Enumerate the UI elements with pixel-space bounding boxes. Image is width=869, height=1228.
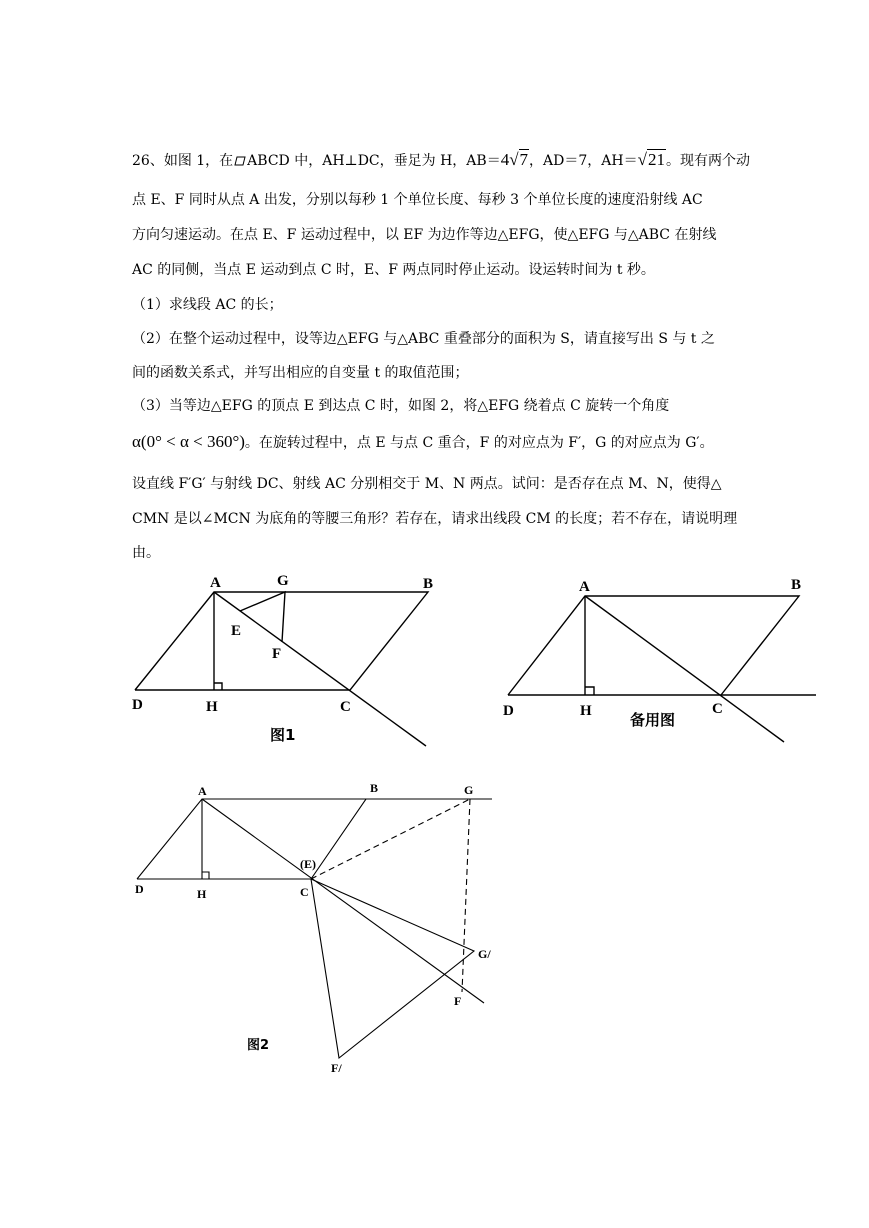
figure-1 <box>135 592 428 746</box>
question-2-line-1: （2）在整个运动过程中，设等边△EFG 与△ABC 重叠部分的面积为 S，请直接写出 S 与 t 之 <box>132 331 715 347</box>
label-B: B <box>370 781 379 795</box>
question-3-line-5: 由。 <box>132 545 160 561</box>
label-G: G <box>464 783 474 797</box>
question-3-line-4: CMN 是以∠MCN 为底角的等腰三角形？若存在，请求出线段 CM 的长度；若不存在，请说明理 <box>132 511 738 527</box>
parallelogram-abcd-2 <box>137 799 366 879</box>
label-F-prime: F/ <box>331 1061 342 1075</box>
text-fragment: ABCD 中，AH⊥DC，垂足为 H，AB＝ <box>247 153 501 169</box>
ray-ac <box>214 592 426 746</box>
label-E: E <box>231 623 242 639</box>
label-B: B <box>791 577 802 593</box>
problem-line-2: 点 E、F 同时从点 A 出发，分别以每秒 1 个单位长度、每秒 3 个单位长度的速度沿射线 AC <box>132 192 703 208</box>
label-C: C <box>712 701 723 717</box>
right-angle-mark-spare <box>585 687 594 695</box>
label-D: D <box>132 697 143 713</box>
text-fragment: ，AD＝7，AH＝ <box>529 153 638 169</box>
ab-value: 4√7 <box>500 150 529 169</box>
label-D: D <box>503 703 514 719</box>
problem-line-4: AC 的同侧，当点 E 运动到点 C 时，E、F 两点同时停止运动。设运转时间为 t 秒。 <box>132 262 655 278</box>
label-F: F <box>272 646 282 662</box>
text-fragment: 。现有两个动 <box>665 153 750 169</box>
text-fragment: 26、如图 1，在 <box>132 153 234 169</box>
ray-ac-spare <box>585 596 784 742</box>
question-1: （1）求线段 AC 的长； <box>132 297 283 313</box>
caption-figure-1: 图1 <box>270 726 296 744</box>
label-E: (E) <box>300 857 316 871</box>
caption-figure-spare: 备用图 <box>630 711 676 729</box>
figure-spare-labels <box>503 577 801 729</box>
question-3-line-3: 设直线 F′G′ 与射线 DC、射线 AC 分别相交于 M、N 两点。试问：是否存在点 M、N，使得△ <box>132 476 722 492</box>
problem-line-3: 方向匀速运动。在点 E、F 运动过程中，以 EF 为边作等边△EFG，使△EFG 与△ABC 在射线 <box>132 227 717 243</box>
ah-value: √21 <box>637 150 665 169</box>
label-B: B <box>423 576 434 592</box>
figure-2-labels <box>135 781 491 1075</box>
right-angle-mark-2 <box>202 872 209 879</box>
label-H: H <box>197 887 207 901</box>
label-G-prime: G/ <box>478 947 491 961</box>
text-fragment: 。在旋转过程中，点 E 与点 C 重合，F 的对应点为 F′，G 的对应点为 G′。 <box>244 435 714 451</box>
segment-cg-dashed <box>311 799 470 879</box>
label-F: F <box>454 994 462 1008</box>
question-2-line-2: 间的函数关系式，并写出相应的自变量 t 的取值范围； <box>132 365 469 381</box>
label-A: A <box>210 575 221 591</box>
segment-gf-dashed <box>462 799 470 992</box>
ray-ac-2 <box>202 799 484 1003</box>
triangle-cf2g2 <box>311 879 474 1058</box>
label-H: H <box>206 699 218 715</box>
label-H: H <box>580 703 592 719</box>
caption-figure-2: 图2 <box>247 1038 270 1053</box>
figure-2 <box>137 799 492 1058</box>
label-A: A <box>579 579 590 595</box>
right-angle-mark <box>214 683 222 690</box>
label-C: C <box>340 699 351 715</box>
question-3-line-1: （3）当等边△EFG 的顶点 E 到达点 C 时，如图 2，将△EFG 绕着点 C 旋转一个角度 <box>132 398 670 414</box>
label-A: A <box>198 784 207 798</box>
label-G: G <box>277 573 289 589</box>
angle-range: α(0° < α < 360°) <box>132 432 245 451</box>
label-D: D <box>135 882 144 896</box>
label-C: C <box>300 885 309 899</box>
triangle-efg <box>240 592 285 642</box>
